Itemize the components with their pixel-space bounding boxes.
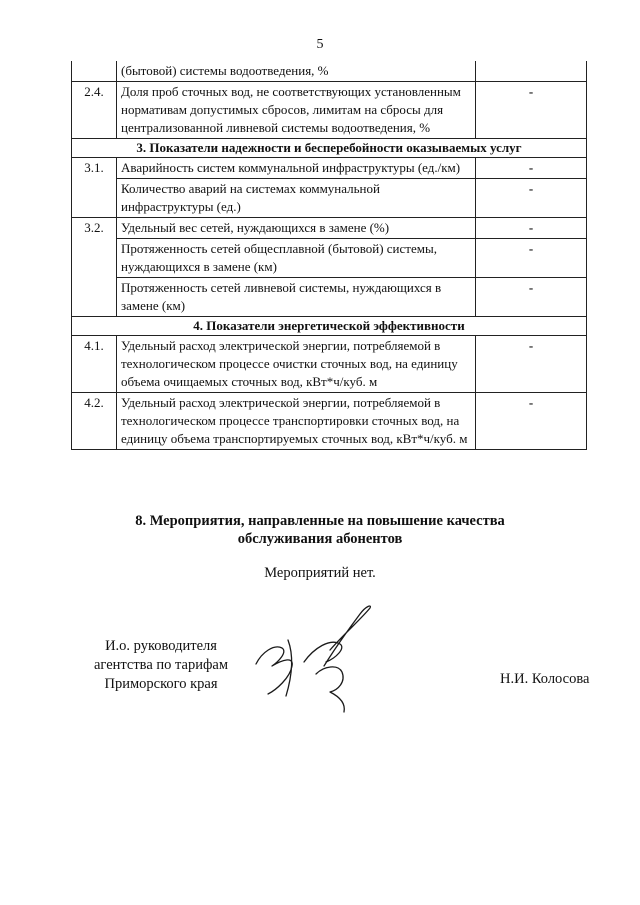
indicator-value: - (476, 82, 587, 139)
table-row (72, 336, 587, 393)
section-heading: 4. Показатели энергетической эффективности (72, 317, 587, 336)
indicator-name: Протяженность сетей общесплавной (бытовой) системы, нуждающихся в замене (км) (117, 239, 476, 278)
indicators-table (71, 61, 587, 450)
row-number: 2.4. (72, 82, 117, 139)
section-8-heading-line1: 8. Мероприятия, направленные на повышение качества (135, 513, 505, 529)
page-number: 5 (316, 37, 324, 52)
signer-name: Н.И. Колосова (500, 671, 590, 687)
row-number (72, 61, 117, 82)
table-row (72, 239, 587, 278)
table-section-row (72, 317, 587, 336)
section-8-heading (0, 512, 640, 548)
indicator-name: Протяженность сетей ливневой системы, нуждающихся в замене (км) (117, 278, 476, 317)
table-row (72, 61, 587, 82)
indicator-value (476, 61, 587, 82)
indicator-name: Удельный расход электрической энергии, потребляемой в технологическом процессе транспортировки сточных вод, на единицу объема транспортируемых сточных вод, кВт*ч/куб. м (117, 393, 476, 450)
row-number: 4.2. (72, 393, 117, 450)
table-row (72, 278, 587, 317)
signer-role-line3: Приморского края (104, 676, 218, 692)
table-section-row (72, 139, 587, 158)
signer-role (76, 637, 246, 694)
indicator-value: - (476, 179, 587, 218)
row-number: 4.1. (72, 336, 117, 393)
section-8-heading-line2: обслуживания абонентов (237, 531, 403, 547)
table-row (72, 179, 587, 218)
indicator-name: Удельный расход электрической энергии, потребляемой в технологическом процессе очистки сточных вод, на единицу объема очищаемых сточных вод, кВт*ч/куб. м (117, 336, 476, 393)
handwritten-signature (248, 600, 388, 725)
section-8-body: Мероприятий нет. (264, 565, 376, 581)
row-number: 3.1. (72, 158, 117, 218)
table-row (72, 393, 587, 450)
row-number: 3.2. (72, 218, 117, 317)
indicator-value: - (476, 239, 587, 278)
table-row (72, 82, 587, 139)
table-row (72, 218, 587, 239)
indicators-table-body (72, 61, 587, 450)
indicator-value: - (476, 218, 587, 239)
indicator-name: (бытовой) системы водоотведения, % (117, 61, 476, 82)
indicator-name: Аварийность систем коммунальной инфраструктуры (ед./км) (117, 158, 476, 179)
signer-role-line1: И.о. руководителя (105, 638, 217, 654)
signer-role-line2: агентства по тарифам (94, 657, 228, 673)
indicator-name: Доля проб сточных вод, не соответствующих установленным нормативам допустимых сбросов, лимитам на сбросы для централизованной ливневой системы водоотведения, % (117, 82, 476, 139)
indicator-value: - (476, 158, 587, 179)
indicator-value: - (476, 393, 587, 450)
table-row (72, 158, 587, 179)
indicator-value: - (476, 336, 587, 393)
indicator-name: Количество аварий на системах коммунальной инфраструктуры (ед.) (117, 179, 476, 218)
section-heading: 3. Показатели надежности и бесперебойности оказываемых услуг (72, 139, 587, 158)
indicator-value: - (476, 278, 587, 317)
indicator-name: Удельный вес сетей, нуждающихся в замене (%) (117, 218, 476, 239)
